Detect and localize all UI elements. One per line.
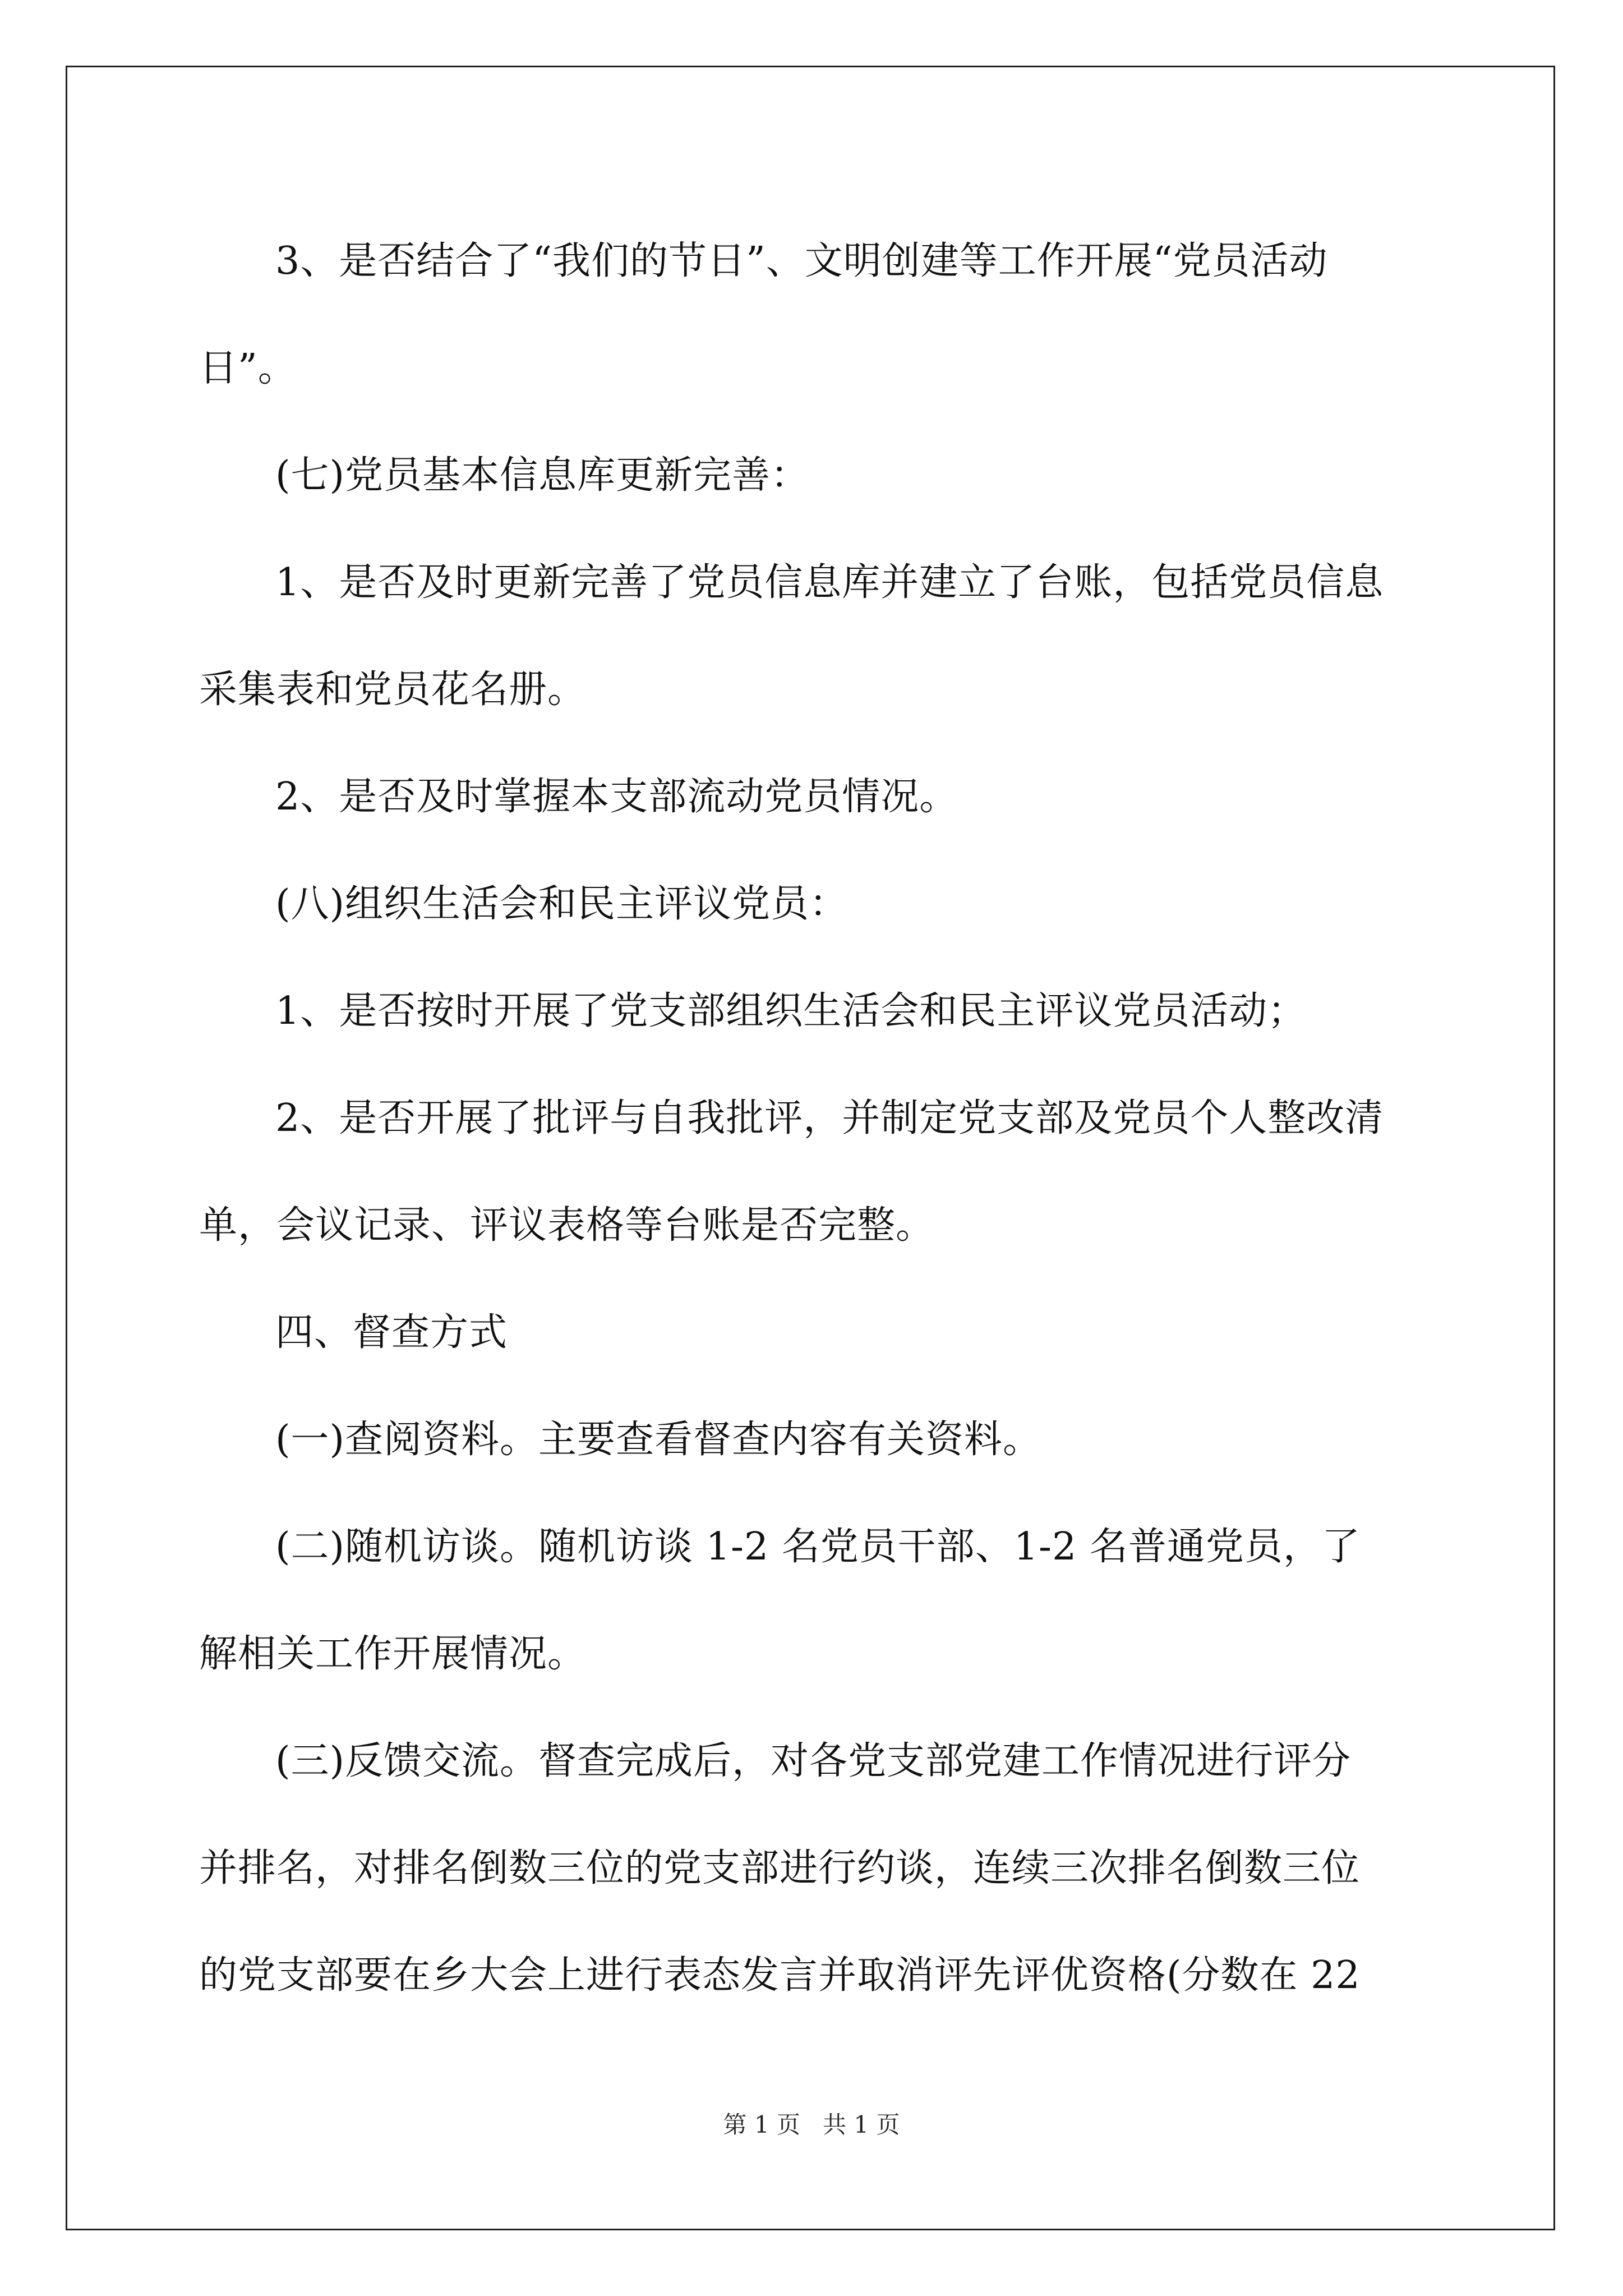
text-line: (二)随机访谈。随机访谈 1-2 名党员干部、1-2 名普通党员，了 xyxy=(275,1525,1361,1569)
document-body xyxy=(199,208,1433,2029)
text-line: 采集表和党员花名册。 xyxy=(199,668,587,712)
text-line: (三)反馈交流。督查完成后，对各党支部党建工作情况进行评分 xyxy=(275,1739,1352,1783)
page-footer xyxy=(0,2106,1623,2140)
text-line: 2、是否开展了批评与自我批评，并制定党支部及党员个人整改清 xyxy=(275,1096,1384,1140)
text-line: 并排名，对排名倒数三位的党支部进行约谈，连续三次排名倒数三位 xyxy=(199,1846,1361,1890)
text-line: 解相关工作开展情况。 xyxy=(199,1632,587,1676)
section-heading: (七)党员基本信息库更新完善： xyxy=(275,453,810,498)
text-line: 1、是否按时开展了党支部组织生活会和民主评议党员活动； xyxy=(275,989,1307,1033)
text-line: (一)查阅资料。主要查看督查内容有关资料。 xyxy=(275,1418,1042,1462)
section-heading: (八)组织生活会和民主评议党员： xyxy=(275,882,849,926)
text-line: 1、是否及时更新完善了党员信息库并建立了台账，包括党员信息 xyxy=(275,560,1384,605)
page-number-label: 第 1 页 共 1 页 xyxy=(723,2111,900,2138)
text-line: 3、是否结合了“我们的节日”、文明创建等工作开展“党员活动 xyxy=(275,239,1328,283)
text-line: 2、是否及时掌握本支部流动党员情况。 xyxy=(275,775,958,819)
section-heading: 四、督查方式 xyxy=(275,1310,508,1355)
text-line: 日”。 xyxy=(199,346,297,390)
text-line: 的党支部要在乡大会上进行表态发言并取消评先评优资格(分数在 22 xyxy=(199,1953,1361,1998)
text-line: 单，会议记录、评议表格等台账是否完整。 xyxy=(199,1203,935,1248)
